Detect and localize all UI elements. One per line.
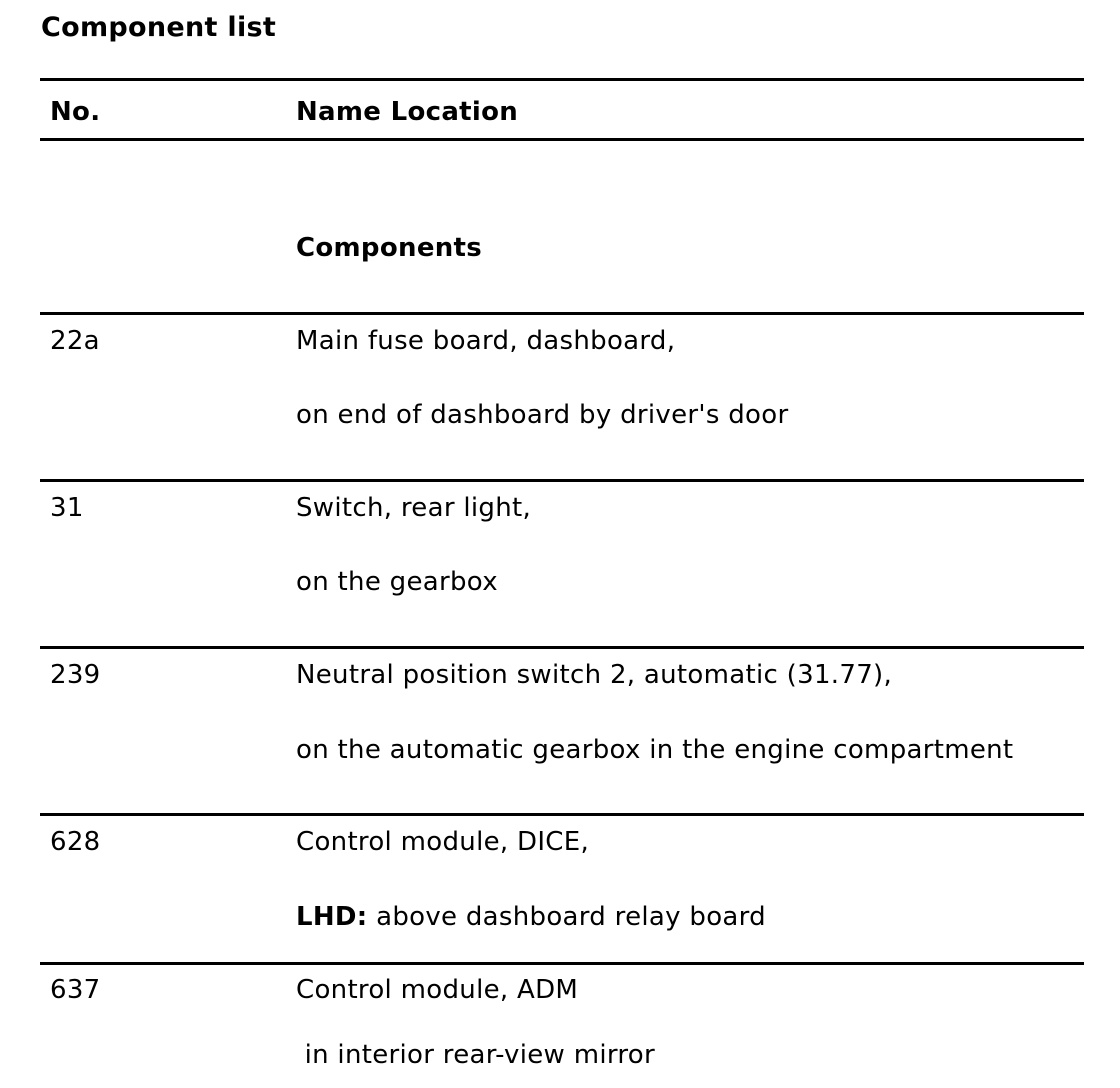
row-number: 637 bbox=[50, 975, 101, 1005]
component-name: Control module, ADM bbox=[296, 975, 579, 1005]
row-divider bbox=[40, 962, 1084, 965]
header-no: No. bbox=[50, 97, 101, 127]
row-divider bbox=[40, 312, 1084, 315]
component-location: on the gearbox bbox=[296, 567, 498, 597]
section-heading: Components bbox=[296, 233, 483, 263]
component-name: Control module, DICE, bbox=[296, 827, 590, 857]
row-number: 628 bbox=[50, 827, 101, 857]
header-name-location: Name Location bbox=[296, 97, 519, 127]
component-location bbox=[296, 900, 766, 934]
row-number: 31 bbox=[50, 493, 84, 523]
row-number: 239 bbox=[50, 660, 101, 690]
row-divider bbox=[40, 813, 1084, 816]
component-name: Main fuse board, dashboard, bbox=[296, 326, 676, 356]
location-text: above dashboard relay board bbox=[367, 902, 766, 932]
row-divider bbox=[40, 479, 1084, 482]
row-divider bbox=[40, 646, 1084, 649]
component-location: on the automatic gearbox in the engine compartment bbox=[296, 735, 1014, 765]
row-number: 22a bbox=[50, 326, 100, 356]
component-name: Neutral position switch 2, automatic (31.77), bbox=[296, 660, 893, 690]
component-location: on end of dashboard by driver's door bbox=[296, 400, 789, 430]
page-title: Component list bbox=[41, 12, 277, 43]
component-name: Switch, rear light, bbox=[296, 493, 532, 523]
component-location: in interior rear-view mirror bbox=[296, 1040, 655, 1070]
table-top-rule bbox=[40, 78, 1084, 81]
header-bottom-rule bbox=[40, 138, 1084, 141]
location-prefix: LHD: bbox=[296, 902, 368, 932]
